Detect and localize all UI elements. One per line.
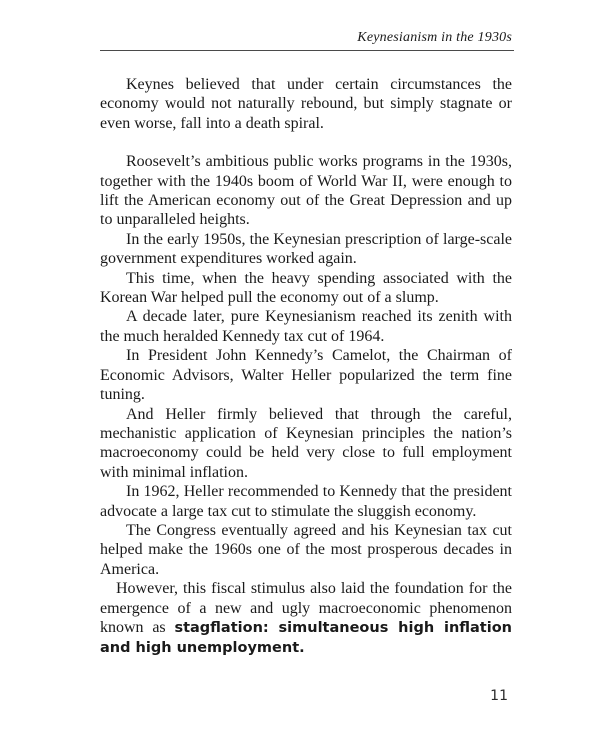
paragraph-korean-war: This time, when the heavy spending associated with the Korean War helped pull the economy out of a slump.: [100, 269, 512, 307]
stagflation-lead-text: However, this fiscal stimulus also laid the foundation for the emergence of a new and ugly macroeconomic phenomenon known as: [100, 580, 512, 636]
paragraph-early-1950s: In the early 1950s, the Keynesian prescription of large-scale government expenditures worked again.: [100, 230, 512, 268]
body-text: [100, 75, 512, 659]
paragraph-congress: The Congress eventually agreed and his Keynesian tax cut helped make the 1960s one of the most prosperous decades in America.: [100, 521, 512, 578]
paragraph-camelot: In President John Kennedy’s Camelot, the Chairman of Economic Advisors, Walter Heller popularized the term fine tuning.: [100, 347, 512, 404]
paragraph-roosevelt: Roosevelt’s ambitious public works programs in the 1930s, together with the 1940s boom of World War II, were enough to lift the American economy out of the Great Depression and up to unparalleled heights.: [100, 153, 512, 229]
stagflation-definition: simultaneous high inflation and high unemployment.: [100, 619, 512, 657]
stagflation-separator: :: [262, 619, 279, 636]
paragraph-heller-belief: And Heller firmly believed that through the careful, mechanistic application of Keynesian principles the nation’s macroeconomy could be held very close to full employment with minimal inflation.: [100, 405, 512, 481]
header-rule: [100, 50, 514, 51]
paragraph-1962-recommendation: In 1962, Heller recommended to Kennedy that the president advocate a large tax cut to stimulate the sluggish economy.: [100, 483, 512, 520]
running-header: Keynesianism in the 1930s: [357, 30, 512, 45]
paragraph-stagflation: [100, 579, 512, 659]
paragraph-keynes-belief: Keynes believed that under certain circumstances the economy would not naturally rebound, but simply stagnate or even worse, fall into a death spiral.: [100, 76, 512, 132]
page-number: 11: [490, 688, 508, 704]
paragraph-decade-later: A decade later, pure Keynesianism reached its zenith with the much heralded Kennedy tax cut of 1964.: [100, 308, 512, 345]
stagflation-term: stagflation: [174, 619, 263, 636]
